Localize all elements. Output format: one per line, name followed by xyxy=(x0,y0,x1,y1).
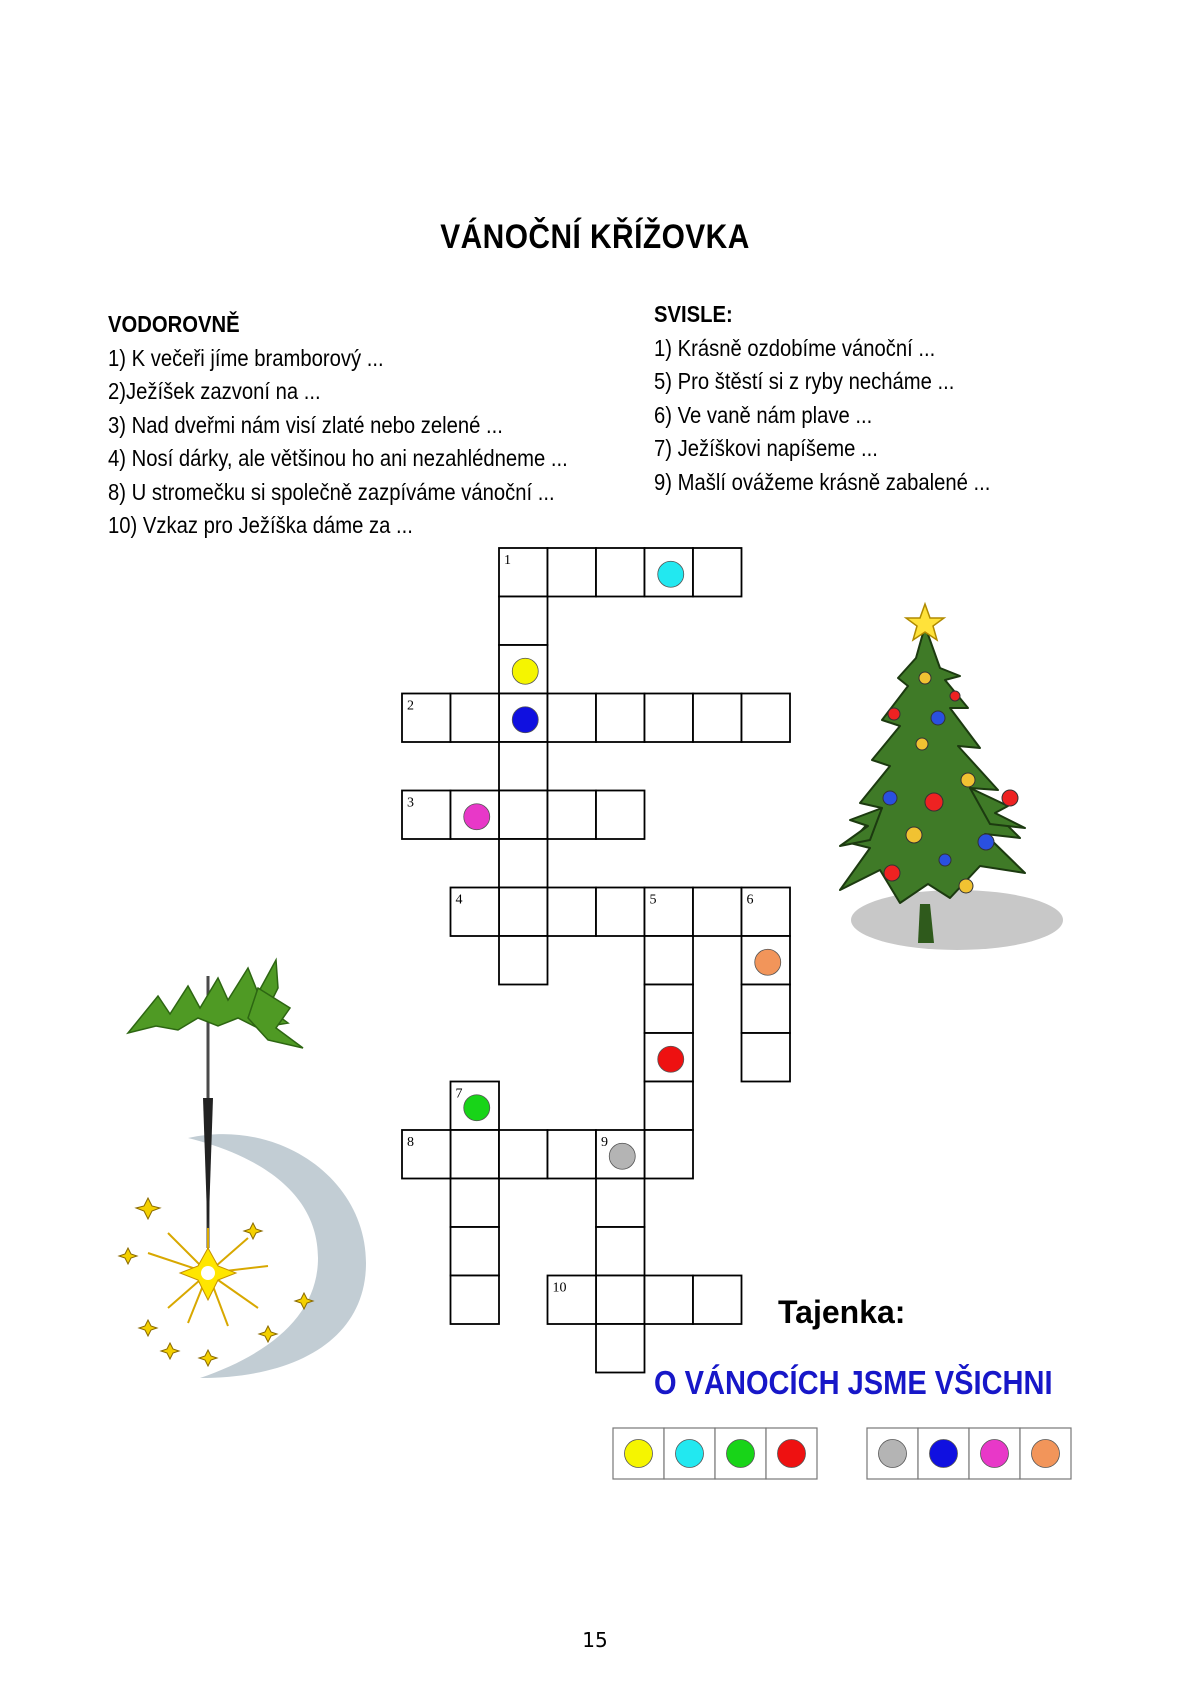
crossword-cell[interactable] xyxy=(548,694,597,743)
crossword-cell[interactable] xyxy=(645,1276,694,1325)
crossword-cell[interactable] xyxy=(742,694,791,743)
crossword-cell[interactable] xyxy=(451,1276,500,1325)
crossword-cell[interactable] xyxy=(596,791,645,840)
crossword-cell[interactable] xyxy=(548,791,597,840)
crossword-cell[interactable] xyxy=(693,548,742,597)
cell-number: 2 xyxy=(407,698,414,714)
vertical-clue: 6) Ve vaně nám plave ... xyxy=(654,401,873,428)
horizontal-clue: 3) Nad dveřmi nám visí zlaté nebo zelené ... xyxy=(108,411,503,438)
crossword-cell[interactable] xyxy=(645,1130,694,1179)
cell-number: 3 xyxy=(407,795,414,811)
crossword-cell[interactable] xyxy=(596,1179,645,1228)
solution-marker-orange xyxy=(1032,1440,1060,1468)
crossword-cell[interactable] xyxy=(693,888,742,937)
marker-red xyxy=(658,1046,684,1072)
crossword-cell[interactable] xyxy=(596,1276,645,1325)
solution-marker-green xyxy=(727,1440,755,1468)
horizontal-clue: 4) Nosí dárky, ale většinou ho ani nezahlédneme ... xyxy=(108,445,568,471)
horizontal-clue: 1) K večeři jíme bramborový ... xyxy=(108,344,384,371)
crossword-cell[interactable] xyxy=(451,1179,500,1228)
crossword-cell[interactable] xyxy=(693,1276,742,1325)
crossword-cell[interactable] xyxy=(742,1033,791,1082)
crossword-cell[interactable] xyxy=(499,839,548,888)
crossword-cell[interactable] xyxy=(548,888,597,937)
marker-yellow xyxy=(512,658,538,684)
crossword-cell[interactable] xyxy=(645,936,694,985)
horizontal-heading: VODOROVNĚ xyxy=(108,311,240,337)
solution-marker-red xyxy=(778,1440,806,1468)
crossword-cell[interactable] xyxy=(742,985,791,1034)
crossword-cell[interactable] xyxy=(596,694,645,743)
crossword-cell[interactable] xyxy=(499,936,548,985)
solution-text: O VÁNOCÍCH JSME VŠICHNI xyxy=(654,1364,1053,1401)
crossword-cell[interactable] xyxy=(645,1082,694,1131)
solution-marker-gray xyxy=(879,1440,907,1468)
horizontal-clue: 8) U stromečku si společně zazpíváme vánoční ... xyxy=(108,478,555,505)
marker-gray xyxy=(609,1143,635,1169)
crossword-cell[interactable] xyxy=(499,597,548,646)
crossword-cell[interactable] xyxy=(596,888,645,937)
solution-marker-blue xyxy=(930,1440,958,1468)
crossword-cell[interactable] xyxy=(693,694,742,743)
cell-number: 8 xyxy=(407,1135,414,1150)
sparkler-moon-icon xyxy=(108,948,368,1388)
cell-number: 10 xyxy=(552,1280,567,1296)
crossword-cell[interactable] xyxy=(451,694,500,743)
marker-magenta xyxy=(464,804,490,830)
cell-number: 1 xyxy=(504,553,511,568)
marker-green xyxy=(464,1095,490,1121)
vertical-heading: SVISLE: xyxy=(654,301,733,327)
crossword-cell[interactable] xyxy=(499,791,548,840)
marker-blue xyxy=(512,707,538,733)
christmas-tree-icon xyxy=(820,598,1070,963)
crossword-cell[interactable] xyxy=(645,985,694,1034)
solution-label: Tajenka: xyxy=(778,1294,906,1330)
marker-cyan xyxy=(658,561,684,587)
horizontal-clue: 2)Ježíšek zazvoní na ... xyxy=(108,378,321,404)
crossword-cell[interactable] xyxy=(548,548,597,597)
crossword-cell[interactable] xyxy=(451,1130,500,1179)
cell-number: 9 xyxy=(601,1135,608,1150)
vertical-clue: 1) Krásně ozdobíme vánoční ... xyxy=(654,334,936,361)
crossword-cell[interactable] xyxy=(596,1227,645,1276)
solution-marker-magenta xyxy=(981,1440,1009,1468)
crossword-cell[interactable] xyxy=(499,888,548,937)
marker-orange xyxy=(755,949,781,975)
vertical-clue: 5) Pro štěstí si z ryby necháme ... xyxy=(654,368,955,394)
crossword-cell[interactable] xyxy=(451,1227,500,1276)
page-title: VÁNOČNÍ KŘÍŽOVKA xyxy=(440,218,750,256)
cell-number: 7 xyxy=(455,1086,463,1102)
crossword-cell[interactable] xyxy=(596,548,645,597)
cell-number: 4 xyxy=(455,892,463,908)
crossword-cell[interactable] xyxy=(645,694,694,743)
vertical-clue: 7) Ježíškovi napíšeme ... xyxy=(654,435,878,461)
cell-number: 5 xyxy=(649,892,657,908)
crossword-cell[interactable] xyxy=(499,742,548,791)
solution-marker-yellow xyxy=(625,1440,653,1468)
vertical-clue: 9) Mašlí ovážeme krásně zabalené ... xyxy=(654,468,991,495)
page-number: 15 xyxy=(582,1628,608,1652)
cell-number: 6 xyxy=(746,892,754,908)
crossword-cell[interactable] xyxy=(596,1324,645,1373)
solution-marker-cyan xyxy=(676,1440,704,1468)
crossword-cell[interactable] xyxy=(548,1130,597,1179)
horizontal-clue: 10) Vzkaz pro Ježíška dáme za ... xyxy=(108,512,413,538)
crossword-cell[interactable] xyxy=(499,1130,548,1179)
